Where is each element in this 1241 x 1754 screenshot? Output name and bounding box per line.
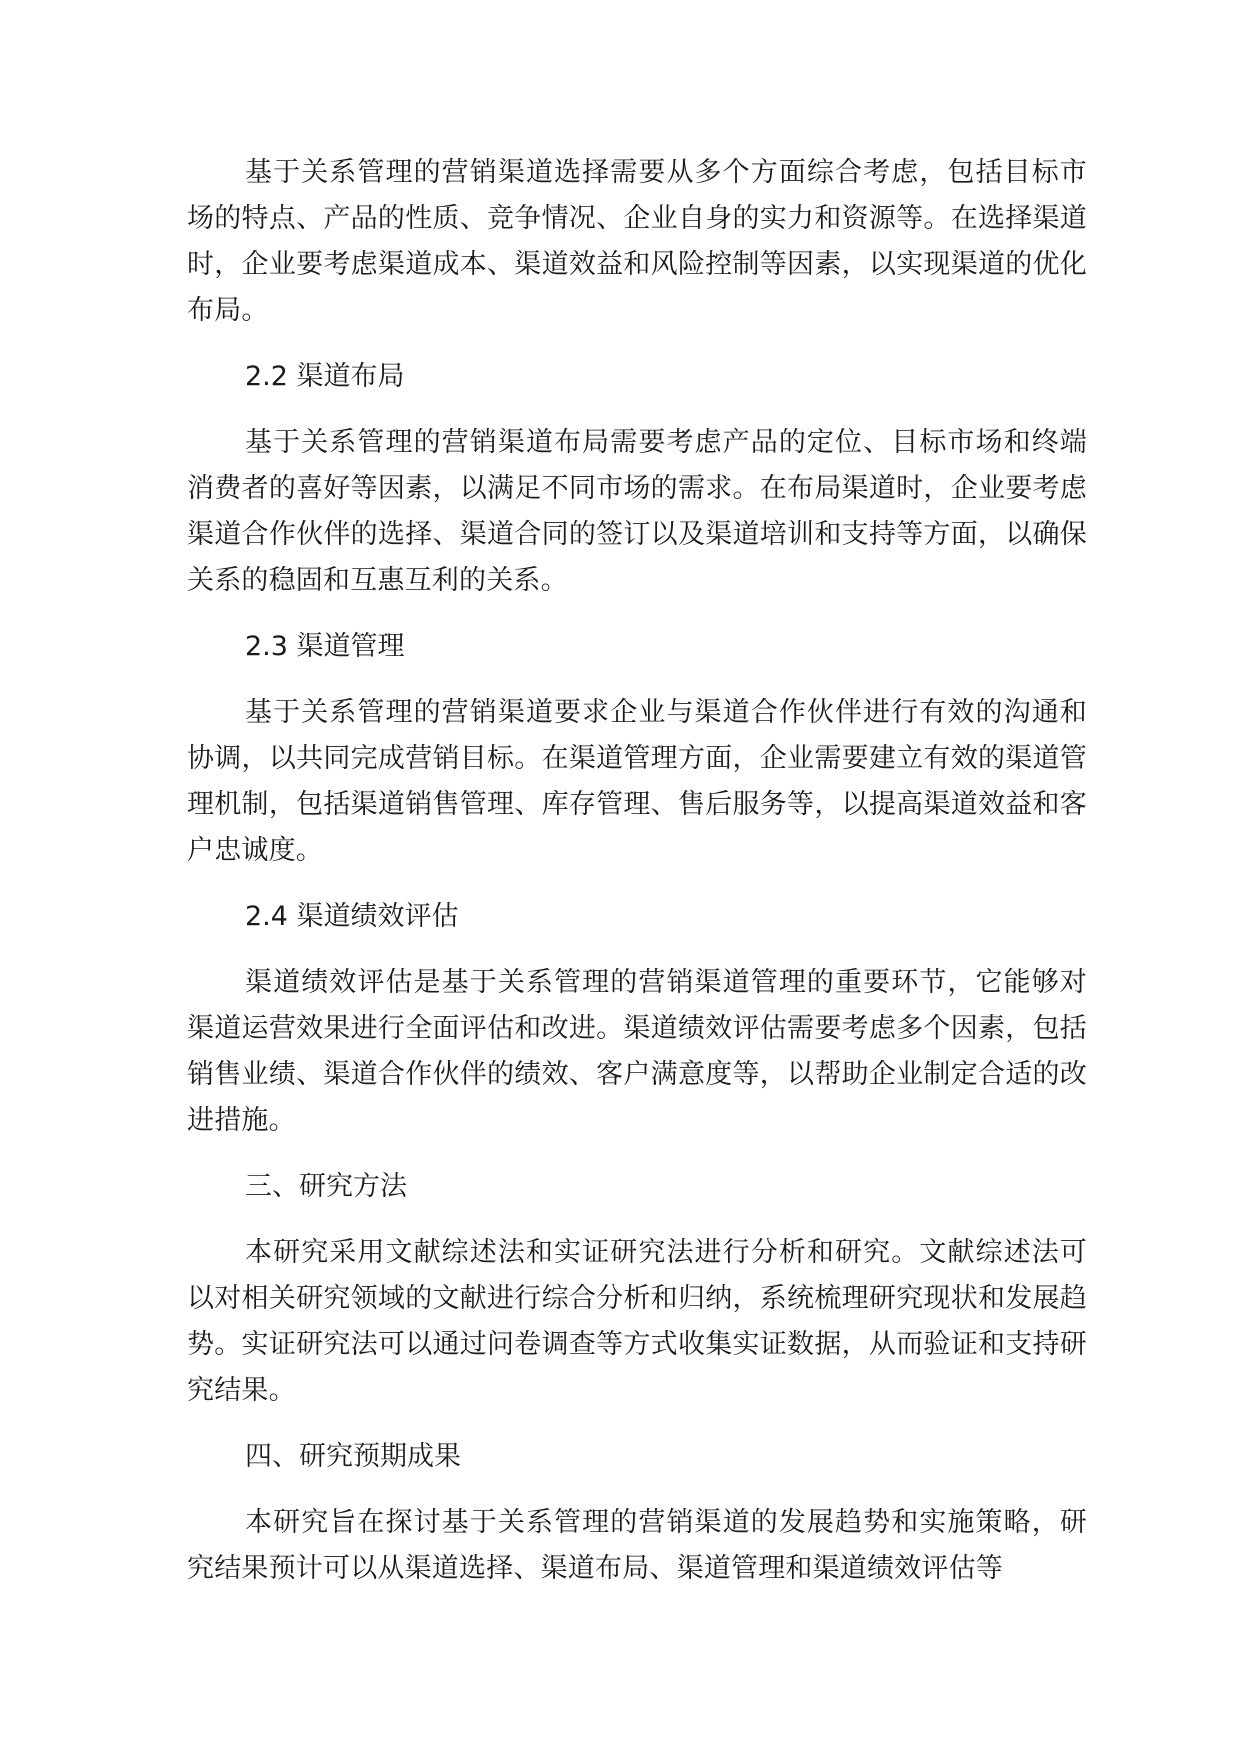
paragraph-channel-performance: 渠道绩效评估是基于关系管理的营销渠道管理的重要环节，它能够对渠道运营效果进行全面评估和改进。渠道绩效评估需要考虑多个因素，包括销售业绩、渠道合作伙伴的绩效、客户满意度等，以帮助企业制定合适的改进措施。 xyxy=(187,967,1087,1136)
paragraph-channel-management: 基于关系管理的营销渠道要求企业与渠道合作伙伴进行有效的沟通和协调，以共同完成营销目标。在渠道管理方面，企业需要建立有效的渠道管理机制，包括渠道销售管理、库存管理、售后服务等，以提高渠道效益和客户忠诚度。 xyxy=(187,697,1087,866)
heading-4-expected-results: 四、研究预期成果 xyxy=(245,1441,461,1472)
heading-3-research-methods: 三、研究方法 xyxy=(245,1171,407,1202)
paragraph-research-methods: 本研究采用文献综述法和实证研究法进行分析和研究。文献综述法可以对相关研究领域的文献进行综合分析和归纳，系统梳理研究现状和发展趋势。实证研究法可以通过问卷调查等方式收集实证数据，从而验证和支持研究结果。 xyxy=(187,1237,1087,1406)
heading-2-3-channel-management: 2.3 渠道管理 xyxy=(245,631,405,662)
paragraph-expected-results: 本研究旨在探讨基于关系管理的营销渠道的发展趋势和实施策略，研究结果预计可以从渠道选择、渠道布局、渠道管理和渠道绩效评估等 xyxy=(187,1507,1087,1584)
paragraph-channel-selection: 基于关系管理的营销渠道选择需要从多个方面综合考虑，包括目标市场的特点、产品的性质、竞争情况、企业自身的实力和资源等。在选择渠道时，企业要考虑渠道成本、渠道效益和风险控制等因素，以实现渠道的优化布局。 xyxy=(187,157,1087,326)
document-body xyxy=(187,150,1087,1612)
heading-2-2-channel-layout: 2.2 渠道布局 xyxy=(245,361,405,392)
paragraph-channel-layout: 基于关系管理的营销渠道布局需要考虑产品的定位、目标市场和终端消费者的喜好等因素，以满足不同市场的需求。在布局渠道时，企业要考虑渠道合作伙伴的选择、渠道合同的签订以及渠道培训和支持等方面，以确保关系的稳固和互惠互利的关系。 xyxy=(187,427,1087,596)
heading-2-4-channel-performance: 2.4 渠道绩效评估 xyxy=(245,901,459,932)
